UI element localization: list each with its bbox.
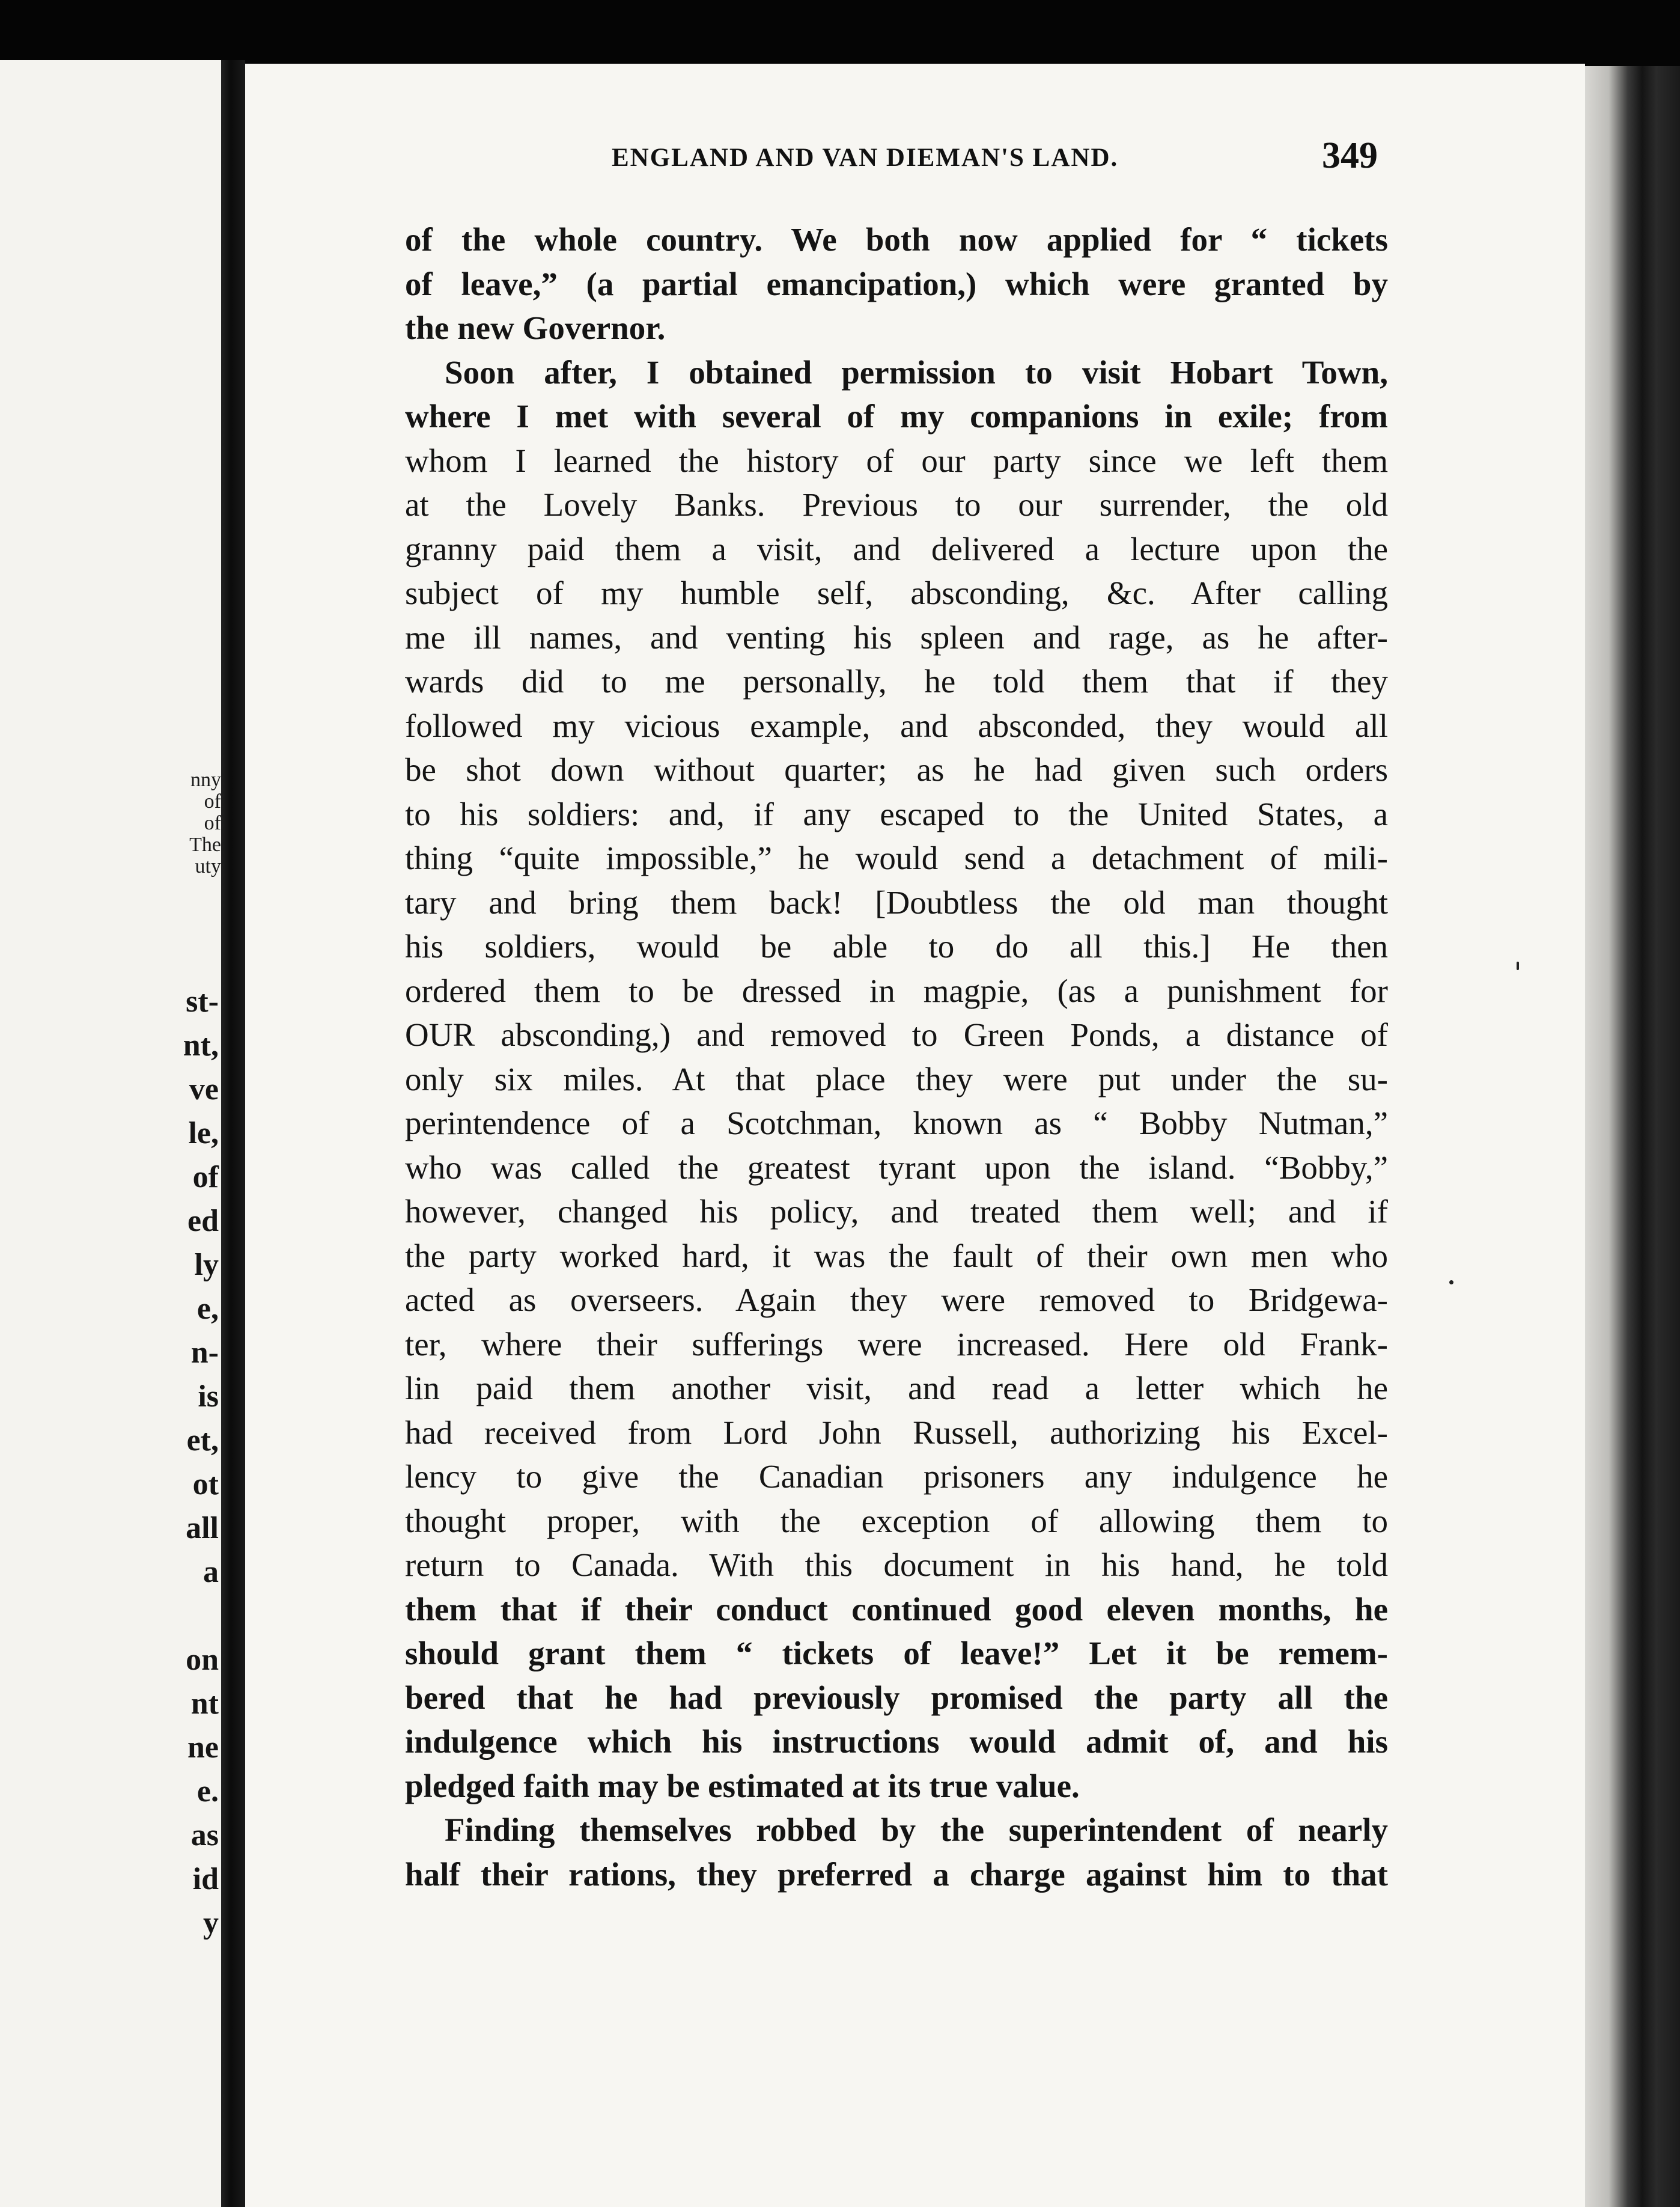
text-line: of the whole country. We both now applied for “ tickets — [405, 221, 1388, 258]
text-line: wards did to me personally, he told them that if they — [405, 663, 1388, 700]
book-gutter — [221, 60, 245, 2207]
left-fragment-line: uty — [195, 855, 221, 878]
text-line: however, changed his policy, and treated them well; and if — [405, 1193, 1388, 1230]
text-line: lin paid them another visit, and read a letter which he — [405, 1370, 1388, 1406]
left-fragment-line: et, — [186, 1423, 219, 1458]
left-fragment-line: ed — [187, 1204, 219, 1238]
left-fragment-line: id — [192, 1862, 219, 1896]
text-line: who was called the greatest tyrant upon the island. “Bobby,” — [405, 1149, 1388, 1186]
text-line: me ill names, and venting his spleen and rage, as he after- — [405, 618, 1388, 656]
text-line: perintendence of a Scotchman, known as “ Bobby Nutman,” — [405, 1105, 1388, 1141]
previous-page-fragment — [0, 60, 221, 2207]
left-fragment-line: is — [198, 1379, 219, 1414]
text-line: to his soldiers: and, if any escaped to the United States, a — [405, 795, 1388, 832]
text-line: pledged faith may be estimated at its true value. — [405, 1767, 1080, 1804]
text-line: only six miles. At that place they were put under the su- — [405, 1060, 1388, 1097]
text-line: followed my vicious example, and absconded, they would all — [405, 707, 1388, 744]
body-text — [405, 218, 1388, 1896]
text-line: of leave,” (a partial emancipation,) which were granted by — [405, 265, 1388, 302]
text-line: the new Governor. — [405, 310, 666, 346]
left-fragment-line: ve — [189, 1072, 219, 1107]
left-fragment-line: on — [186, 1643, 219, 1677]
text-line: where I met with several of my companions in exile; from — [405, 398, 1388, 435]
text-line: had received from Lord John Russell, authorizing his Excel- — [405, 1414, 1388, 1451]
text-line: whom I learned the history of our party since we left them — [405, 442, 1388, 479]
text-line: them that if their conduct continued good eleven months, he — [405, 1590, 1388, 1628]
text-line: his soldiers, would be able to do all this.] He then — [405, 928, 1388, 965]
left-page-small-lines — [155, 769, 221, 878]
ink-speck — [1517, 962, 1519, 970]
left-fragment-line: as — [190, 1818, 219, 1852]
left-fragment-line: of — [204, 790, 221, 813]
left-fragment-line: nt — [190, 1687, 219, 1721]
ink-speck — [1449, 1280, 1453, 1284]
text-line: ordered them to be dressed in magpie, (as a punishment for — [405, 972, 1388, 1009]
text-line: should grant them “ tickets of leave!” Let it be remem- — [405, 1635, 1388, 1671]
text-line: OUR absconding,) and removed to Green Ponds, a distance of — [405, 1016, 1388, 1053]
page-edge-shadow — [1585, 66, 1680, 2207]
text-line: be shot down without quarter; as he had given such orders — [405, 751, 1388, 788]
left-fragment-line: of — [204, 812, 221, 834]
left-fragment-line: of — [192, 1160, 219, 1194]
left-fragment-line: ly — [194, 1248, 219, 1282]
text-line: subject of my humble self, absconding, &c. After calling — [405, 575, 1388, 611]
running-head: ENGLAND AND VAN DIEMAN'S LAND. — [612, 144, 1119, 172]
left-fragment-line: all — [186, 1511, 219, 1545]
left-fragment-line: e. — [196, 1774, 219, 1809]
text-line: thought proper, with the exception of allowing them to — [405, 1502, 1388, 1539]
text-line: bered that he had previously promised the party all the — [405, 1679, 1388, 1716]
left-fragment-line: n- — [190, 1335, 219, 1370]
left-fragment-line: a — [203, 1555, 219, 1589]
left-fragment-line: e, — [196, 1292, 219, 1326]
text-line: indulgence which his instructions would admit of, and his — [405, 1723, 1388, 1760]
text-line: the party worked hard, it was the fault of their own men who — [405, 1237, 1388, 1274]
left-page-large-lines — [153, 980, 219, 1945]
left-fragment-line: ne — [187, 1730, 219, 1765]
text-line: granny paid them a visit, and delivered a lecture upon the — [405, 530, 1388, 567]
text-line: ter, where their sufferings were increased. Here old Frank- — [405, 1325, 1388, 1363]
text-line: tary and bring them back! [Doubtless the old man thought — [405, 884, 1388, 921]
left-fragment-line: st- — [186, 984, 219, 1019]
text-line: thing “quite impossible,” he would send a detachment of mili- — [405, 840, 1388, 876]
left-fragment-line: nt, — [183, 1028, 219, 1063]
text-line: half their rations, they preferred a charge against him to that — [405, 1855, 1388, 1893]
left-fragment-line — [153, 1594, 219, 1638]
text-line: Soon after, I obtained permission to visit Hobart Town, — [445, 353, 1388, 391]
left-fragment-line: ot — [192, 1467, 219, 1501]
page-number: 349 — [1322, 135, 1378, 176]
left-fragment-line: y — [203, 1906, 219, 1940]
text-line: return to Canada. With this document in his hand, he told — [405, 1546, 1388, 1583]
text-line: Finding themselves robbed by the superintendent of nearly — [445, 1812, 1388, 1848]
text-line: at the Lovely Banks. Previous to our surrender, the old — [405, 486, 1388, 523]
text-line: acted as overseers. Again they were removed to Bridgewa- — [405, 1281, 1388, 1318]
text-line: lency to give the Canadian prisoners any indulgence he — [405, 1458, 1388, 1495]
left-fragment-line: le, — [188, 1116, 219, 1150]
left-fragment-line: nny — [190, 769, 221, 791]
left-fragment-line: The — [189, 834, 221, 856]
